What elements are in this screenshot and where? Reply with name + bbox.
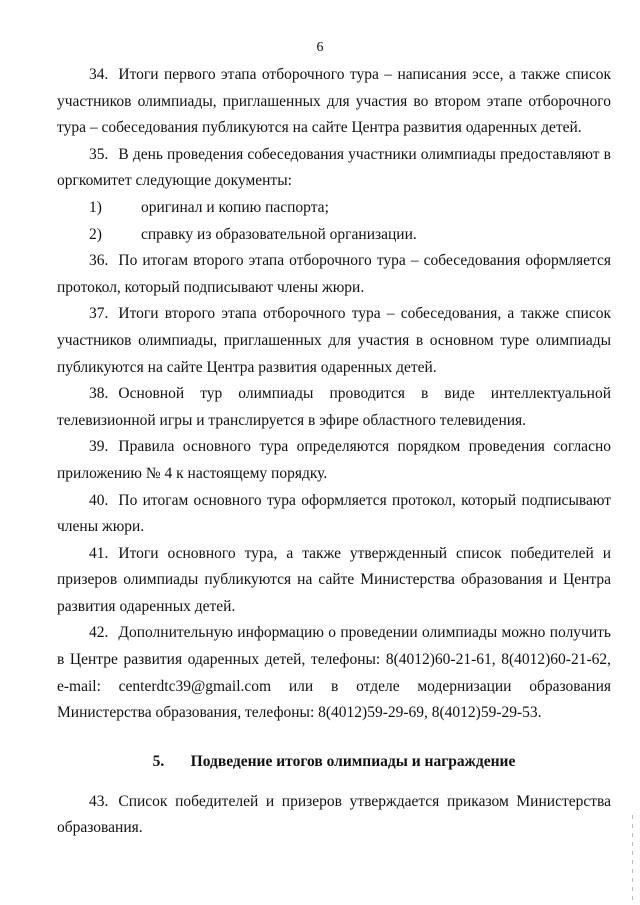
paragraph-36 xyxy=(57,248,611,301)
paragraph-number: 43. xyxy=(89,792,109,810)
paragraph-text: Итоги основного тура, а также утвержденный список победителей и призеров олимпиады публикуются на сайте Министерства образования и Центра развития одаренных детей. xyxy=(57,544,611,615)
paragraph-text: Правила основного тура определяются порядком проведения согласно приложению № 4 к настоящему порядку. xyxy=(57,438,611,482)
section-number: 5. xyxy=(152,752,165,770)
paragraph-number: 40. xyxy=(89,491,109,509)
document-body xyxy=(57,62,611,842)
paragraph-number: 42. xyxy=(89,624,109,642)
paragraph-number: 41. xyxy=(89,544,109,562)
paragraph-text: По итогам основного тура оформляется протокол, который подписывают члены жюри. xyxy=(57,491,611,536)
section-title: Подведение итогов олимпиады и награждение xyxy=(190,752,516,770)
paragraph-35 xyxy=(57,142,611,195)
paragraph-number: 35. xyxy=(89,145,109,163)
paragraph-text: Список победителей и призеров утверждается приказом Министерства образования. xyxy=(57,792,611,837)
scan-edge-mark xyxy=(632,815,633,905)
paragraph-38 xyxy=(57,381,611,434)
paragraph-39 xyxy=(57,434,611,487)
paragraph-text: Итоги первого этапа отборочного тура – написания эссе, а также список участников олимпиады, приглашенных для участия во втором этапе отборочного тура – собеседования публикуются на сайте Центра развития одаренных детей. xyxy=(57,66,611,137)
paragraph-text: В день проведения собеседования участники олимпиады предоставляют в оргкомитет следующие документы: xyxy=(57,145,611,190)
list-item-number: 2) xyxy=(89,225,102,243)
paragraph-text: Итоги второго этапа отборочного тура – собеседования, а также список участников олимпиады, приглашенных для участия в основном туре олимпиады публикуются на сайте Центра развития одаренных детей. xyxy=(57,305,611,376)
list-item-text: оригинал и копию паспорта; xyxy=(141,198,329,216)
paragraph-number: 39. xyxy=(89,438,109,456)
paragraph-number: 37. xyxy=(89,305,109,323)
page-number: 6 xyxy=(316,40,324,55)
paragraph-text: По итогам второго этапа отборочного тура – собеседования оформляется протокол, который подписывают члены жюри. xyxy=(57,252,611,296)
paragraph-34 xyxy=(57,62,611,142)
paragraph-text: Основной тур олимпиады проводится в виде интеллектуальной телевизионной игры и транслируется в эфире областного телевидения. xyxy=(57,385,611,429)
paragraph-43 xyxy=(57,789,611,842)
paragraph-37 xyxy=(57,301,611,381)
list-item-number: 1) xyxy=(89,198,102,216)
paragraph-40 xyxy=(57,488,611,541)
list-item-2 xyxy=(57,222,611,249)
list-item-1 xyxy=(57,195,611,222)
paragraph-41 xyxy=(57,541,611,621)
paragraph-number: 34. xyxy=(89,66,109,83)
paragraph-text: Дополнительную информацию о проведении олимпиады можно получить в Центре развития одаренных детей, телефоны: 8(4012)60-21-61, 8(4012)60-21-62, e-mail: centerdtc39@gmail.com или в отделе модернизации образования Министерства образования, телефоны: 8(4012)59-29-69, 8(4012)59-29-53. xyxy=(57,624,611,722)
section-heading xyxy=(57,749,611,775)
paragraph-42 xyxy=(57,620,611,726)
paragraph-number: 38. xyxy=(89,385,109,403)
paragraph-number: 36. xyxy=(89,252,109,270)
list-item-text: справку из образовательной организации. xyxy=(141,225,417,243)
